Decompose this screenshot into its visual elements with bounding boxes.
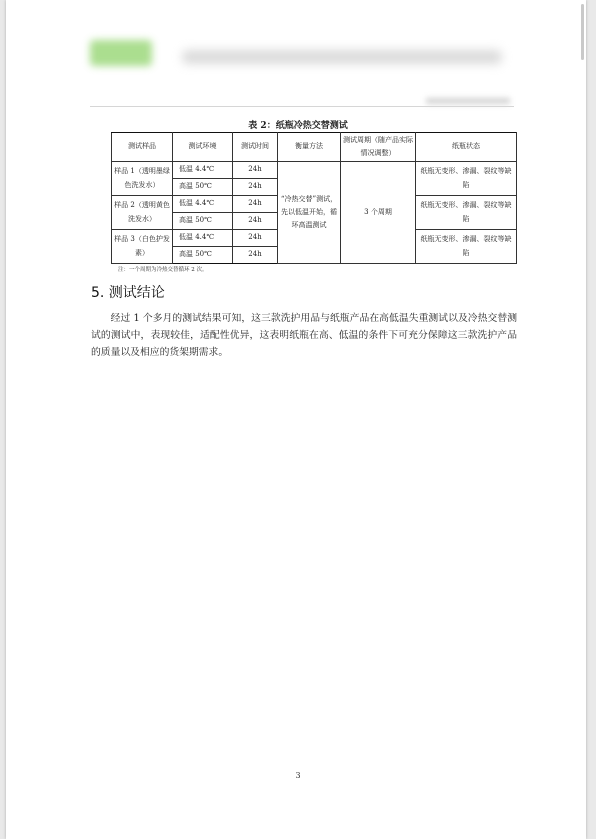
time-cell: 24h xyxy=(233,247,278,264)
status-cell: 纸瓶无变形、渗漏、裂纹等缺陷 xyxy=(416,196,517,230)
env-cell: 低温 4.4℃ xyxy=(173,230,233,247)
time-cell: 24h xyxy=(233,196,278,213)
sample-name-cell: 样品 2（透明黄色洗发水） xyxy=(112,196,173,230)
header-environment: 测试环境 xyxy=(173,133,233,162)
env-cell: 高温 50℃ xyxy=(173,213,233,230)
method-cell: “冷热交替”测试，先以低温开始，循环高温测试 xyxy=(278,162,341,264)
env-cell: 高温 50℃ xyxy=(173,247,233,264)
header-title-blurred xyxy=(182,50,502,64)
page-number: 3 xyxy=(295,771,301,780)
env-cell: 高温 50℃ xyxy=(173,179,233,196)
time-cell: 24h xyxy=(233,213,278,230)
cycle-cell: 3 个周期 xyxy=(341,162,416,264)
section-heading: 5. 测试结论 xyxy=(91,285,165,301)
sample-name-cell: 样品 1（透明墨绿色洗发水） xyxy=(112,162,173,196)
time-cell: 24h xyxy=(233,162,278,179)
time-cell: 24h xyxy=(233,230,278,247)
table-header-row xyxy=(112,133,517,162)
table-caption: 表 2：纸瓶冷热交替测试 xyxy=(248,121,348,131)
header-status: 纸瓶状态 xyxy=(416,133,517,162)
header-cycle: 测试周期（随产品实际情况调整） xyxy=(341,133,416,162)
conclusion-paragraph: 经过 1 个多月的测试结果可知，这三款洗护用品与纸瓶产品在高低温失重测试以及冷热交替测试的测试中，表现较佳，适配性优异，这表明纸瓶在高、低温的条件下可充分保障这三款洗护产品的质量以及相应的货架期需求。 xyxy=(91,313,517,358)
header-sample: 测试样品 xyxy=(112,133,173,162)
time-cell: 24h xyxy=(233,179,278,196)
env-cell: 低温 4.4℃ xyxy=(173,162,233,179)
status-cell: 纸瓶无变形、渗漏、裂纹等缺陷 xyxy=(416,230,517,264)
header-time: 测试时间 xyxy=(233,133,278,162)
scrollbar-thumb[interactable] xyxy=(581,4,584,60)
table-note: 注：一个周期为冷热交替循环 2 次。 xyxy=(118,267,208,273)
header-logo-blurred xyxy=(90,40,152,66)
status-cell: 纸瓶无变形、渗漏、裂纹等缺陷 xyxy=(416,162,517,196)
header-subtitle-blurred xyxy=(426,98,510,104)
env-cell: 低温 4.4℃ xyxy=(173,196,233,213)
header-divider xyxy=(90,106,514,107)
sample-name-cell: 样品 3（白色护发素） xyxy=(112,230,173,264)
cold-hot-test-table xyxy=(111,132,517,264)
header-method: 衡量方法 xyxy=(278,133,341,162)
table-row xyxy=(112,162,517,179)
